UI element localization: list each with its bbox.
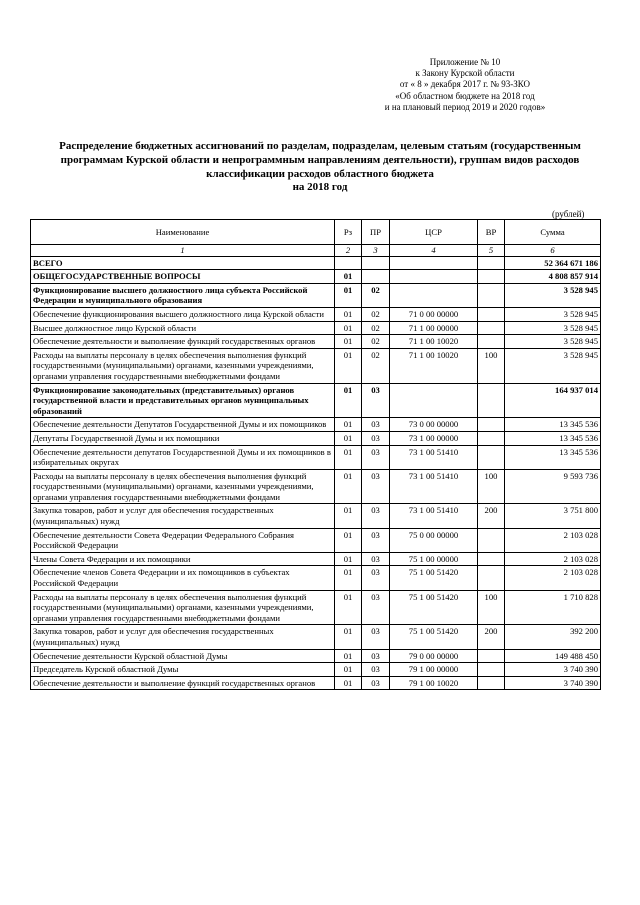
row-name: Обеспечение функционирования высшего должностного лица Курской области [31, 307, 335, 321]
column-number: 4 [390, 245, 478, 257]
units-label: (рублей) [552, 209, 585, 219]
row-vr: 100 [478, 590, 505, 625]
header-rz: Рз [335, 220, 362, 245]
row-name: Обеспечение деятельности Депутатов Государственной Думы и их помощников [31, 418, 335, 432]
row-vr [478, 383, 505, 418]
row-csr: 73 1 00 51410 [390, 504, 478, 528]
row-name: Закупка товаров, работ и услуг для обеспечения государственных (муниципальных) нужд [31, 504, 335, 528]
row-name: Обеспечение деятельности и выполнение функций государственных органов [31, 335, 335, 349]
table-body [31, 256, 601, 690]
row-rz: 01 [335, 649, 362, 663]
table-row [31, 383, 601, 418]
row-csr: 71 1 00 00000 [390, 321, 478, 335]
table-row [31, 663, 601, 677]
row-csr [390, 270, 478, 284]
row-pr: 03 [362, 431, 390, 445]
row-rz: 01 [335, 663, 362, 677]
row-rz: 01 [335, 335, 362, 349]
row-csr: 75 1 00 51420 [390, 590, 478, 625]
table-header-row [31, 220, 601, 245]
row-pr: 02 [362, 321, 390, 335]
row-vr [478, 649, 505, 663]
table-row [31, 418, 601, 432]
row-name: Обеспечение деятельности и выполнение функций государственных органов [31, 676, 335, 690]
row-csr: 71 1 00 10020 [390, 348, 478, 383]
row-vr: 200 [478, 625, 505, 649]
row-pr: 03 [362, 676, 390, 690]
row-pr: 03 [362, 625, 390, 649]
row-sum: 3 751 800 [505, 504, 601, 528]
row-vr [478, 335, 505, 349]
appendix-line: «Об областном бюджете на 2018 год [395, 90, 535, 101]
column-number: 2 [335, 245, 362, 257]
row-pr: 03 [362, 383, 390, 418]
table-row [31, 348, 601, 383]
row-pr: 03 [362, 552, 390, 566]
table-row [31, 256, 601, 270]
row-rz: 01 [335, 348, 362, 383]
row-sum: 164 937 014 [505, 383, 601, 418]
row-name: Закупка товаров, работ и услуг для обеспечения государственных (муниципальных) нужд [31, 625, 335, 649]
row-vr [478, 528, 505, 552]
appendix-note [355, 57, 575, 113]
title-line: Распределение бюджетных ассигнований по разделам, подразделам, целевым статьям (государственным [59, 140, 581, 152]
row-rz: 01 [335, 307, 362, 321]
row-name: Обеспечение деятельности Совета Федерации Федерального Собрания Российской Федерации [31, 528, 335, 552]
row-pr: 02 [362, 283, 390, 307]
document-title [30, 140, 610, 195]
row-csr: 75 1 00 51420 [390, 566, 478, 590]
column-number: 6 [505, 245, 601, 257]
row-name: Обеспечение деятельности Курской областной Думы [31, 649, 335, 663]
row-rz: 01 [335, 676, 362, 690]
row-sum: 13 345 536 [505, 445, 601, 469]
table-row [31, 431, 601, 445]
row-vr [478, 663, 505, 677]
row-sum: 52 364 671 186 [505, 256, 601, 270]
row-sum: 3 740 390 [505, 663, 601, 677]
appendix-line: от « 8 » декабря 2017 г. № 93-ЗКО [399, 79, 531, 90]
row-pr: 03 [362, 528, 390, 552]
row-rz: 01 [335, 504, 362, 528]
row-name: Расходы на выплаты персоналу в целях обеспечения выполнения функций государственными (муниципальными) органами, казенными учреждениями, органами управления государственными внебюджетными фондами [31, 348, 335, 383]
row-pr: 03 [362, 504, 390, 528]
row-sum: 13 345 536 [505, 431, 601, 445]
table-row [31, 307, 601, 321]
row-rz: 01 [335, 283, 362, 307]
header-name: Наименование [31, 220, 335, 245]
table-row [31, 552, 601, 566]
row-name: Функционирование законодательных (представительных) органов государственной власти и представительных органов муниципальных образований [31, 383, 335, 418]
row-pr: 03 [362, 445, 390, 469]
row-csr [390, 283, 478, 307]
row-vr [478, 307, 505, 321]
row-sum: 13 345 536 [505, 418, 601, 432]
table-row [31, 504, 601, 528]
row-csr: 79 1 00 00000 [390, 663, 478, 677]
row-csr [390, 256, 478, 270]
row-sum: 3 740 390 [505, 676, 601, 690]
row-rz: 01 [335, 270, 362, 284]
row-sum: 9 593 736 [505, 469, 601, 504]
row-vr [478, 321, 505, 335]
row-pr: 03 [362, 649, 390, 663]
row-rz: 01 [335, 418, 362, 432]
row-rz: 01 [335, 590, 362, 625]
row-sum: 2 103 028 [505, 552, 601, 566]
row-sum: 4 808 857 914 [505, 270, 601, 284]
row-vr [478, 270, 505, 284]
row-name: Члены Совета Федерации и их помощники [31, 552, 335, 566]
row-sum: 149 488 450 [505, 649, 601, 663]
row-sum: 3 528 945 [505, 348, 601, 383]
table-row [31, 469, 601, 504]
row-name: Обеспечение членов Совета Федерации и их помощников в субъектах Российской Федерации [31, 566, 335, 590]
row-vr: 200 [478, 504, 505, 528]
row-csr: 73 1 00 00000 [390, 431, 478, 445]
table-row [31, 321, 601, 335]
row-vr [478, 552, 505, 566]
row-name: Обеспечение деятельности депутатов Государственной Думы и их помощников в избирательных округах [31, 445, 335, 469]
row-csr [390, 383, 478, 418]
title-line: на 2018 год [292, 181, 348, 194]
row-pr: 03 [362, 566, 390, 590]
row-rz: 01 [335, 383, 362, 418]
row-name: Председатель Курской областной Думы [31, 663, 335, 677]
table-row [31, 283, 601, 307]
row-rz: 01 [335, 431, 362, 445]
table-row [31, 335, 601, 349]
row-rz: 01 [335, 528, 362, 552]
row-rz: 01 [335, 625, 362, 649]
row-sum: 2 103 028 [505, 528, 601, 552]
row-rz [335, 256, 362, 270]
row-name: Депутаты Государственной Думы и их помощники [31, 431, 335, 445]
row-name: Расходы на выплаты персоналу в целях обеспечения выполнения функций государственными (муниципальными) органами, казенными учреждениями, органами управления государственными внебюджетными фондами [31, 590, 335, 625]
row-rz: 01 [335, 321, 362, 335]
table-row [31, 445, 601, 469]
table-row [31, 649, 601, 663]
table-row [31, 270, 601, 284]
row-sum: 3 528 945 [505, 283, 601, 307]
row-sum: 1 710 828 [505, 590, 601, 625]
header-sum: Сумма [505, 220, 601, 245]
row-name: Высшее должностное лицо Курской области [31, 321, 335, 335]
column-number-row [31, 245, 601, 257]
row-sum: 3 528 945 [505, 321, 601, 335]
appendix-line: и на плановый период 2019 и 2020 годов» [384, 101, 546, 112]
row-vr [478, 676, 505, 690]
row-name: ОБЩЕГОСУДАРСТВЕННЫЕ ВОПРОСЫ [31, 270, 335, 284]
row-csr: 75 0 00 00000 [390, 528, 478, 552]
table-row [31, 625, 601, 649]
appendix-line: к Закону Курской области [415, 68, 515, 79]
row-rz: 01 [335, 469, 362, 504]
row-csr: 79 1 00 10020 [390, 676, 478, 690]
title-line: классификации расходов областного бюджета [206, 167, 434, 180]
column-number: 5 [478, 245, 505, 257]
row-sum: 392 200 [505, 625, 601, 649]
row-vr [478, 431, 505, 445]
row-csr: 71 0 00 00000 [390, 307, 478, 321]
row-csr: 73 1 00 51410 [390, 445, 478, 469]
table-row [31, 566, 601, 590]
row-pr [362, 270, 390, 284]
row-sum: 3 528 945 [505, 307, 601, 321]
row-pr: 02 [362, 307, 390, 321]
row-pr: 03 [362, 418, 390, 432]
table-row [31, 676, 601, 690]
header-csr: ЦСР [390, 220, 478, 245]
row-vr: 100 [478, 469, 505, 504]
table-row [31, 590, 601, 625]
row-csr: 75 1 00 51420 [390, 625, 478, 649]
row-vr [478, 566, 505, 590]
row-pr: 02 [362, 348, 390, 383]
row-pr [362, 256, 390, 270]
row-rz: 01 [335, 552, 362, 566]
row-name: Функционирование высшего должностного лица субъекта Российской Федерации и муниципального образования [31, 283, 335, 307]
row-rz: 01 [335, 566, 362, 590]
row-pr: 03 [362, 663, 390, 677]
row-vr [478, 418, 505, 432]
row-name: ВСЕГО [31, 256, 335, 270]
row-sum: 2 103 028 [505, 566, 601, 590]
title-line: программам Курской области и непрограммным направлениям деятельности), группам видов расходов [60, 153, 580, 166]
row-pr: 03 [362, 469, 390, 504]
row-csr: 71 1 00 10020 [390, 335, 478, 349]
row-csr: 75 1 00 00000 [390, 552, 478, 566]
row-csr: 73 1 00 51410 [390, 469, 478, 504]
row-csr: 79 0 00 00000 [390, 649, 478, 663]
appendix-line: Приложение № 10 [429, 57, 501, 67]
budget-table [30, 219, 601, 690]
row-pr: 02 [362, 335, 390, 349]
header-vr: ВР [478, 220, 505, 245]
row-sum: 3 528 945 [505, 335, 601, 349]
row-name: Расходы на выплаты персоналу в целях обеспечения выполнения функций государственными (муниципальными) органами, казенными учреждениями, органами управления государственными внебюджетными фондами [31, 469, 335, 504]
header-pr: ПР [362, 220, 390, 245]
row-vr: 100 [478, 348, 505, 383]
column-number: 1 [31, 245, 335, 257]
row-vr [478, 445, 505, 469]
column-number: 3 [362, 245, 390, 257]
table-row [31, 528, 601, 552]
row-csr: 73 0 00 00000 [390, 418, 478, 432]
row-vr [478, 256, 505, 270]
row-pr: 03 [362, 590, 390, 625]
row-rz: 01 [335, 445, 362, 469]
row-vr [478, 283, 505, 307]
